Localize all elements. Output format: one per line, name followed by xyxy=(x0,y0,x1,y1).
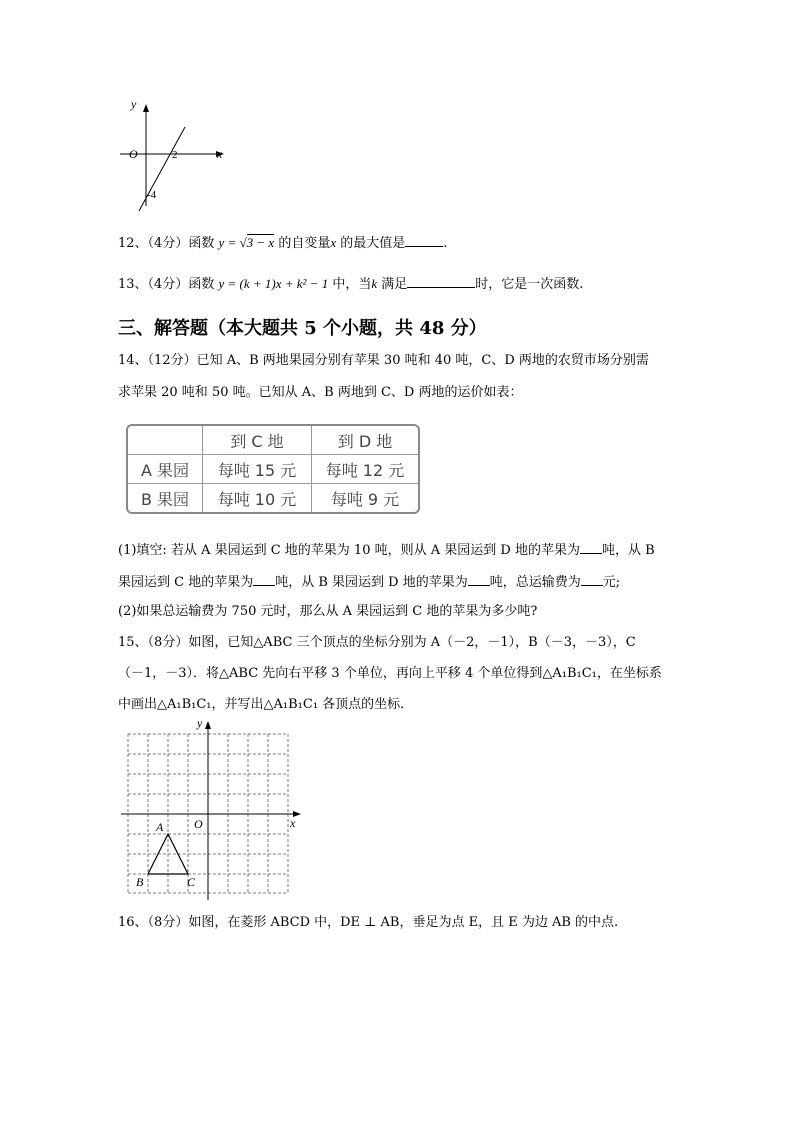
answer-blank xyxy=(253,572,275,586)
vertex-a-label: A xyxy=(156,820,164,834)
coordinate-grid-figure xyxy=(118,716,308,900)
freight-cost-table xyxy=(126,424,420,514)
table-cell: 每吨 9 元 xyxy=(330,489,400,509)
table-cell: 每吨 10 元 xyxy=(203,484,312,512)
answer-blank xyxy=(405,233,443,247)
x-axis-label: x xyxy=(217,147,223,161)
origin-label: O xyxy=(129,147,138,161)
table-cell: B 果园 xyxy=(128,484,203,512)
table-cell xyxy=(128,426,203,455)
question-15-line1: 15、（8分）如图，已知△ABC 三个顶点的坐标分别为 A（－2，－1），B（－3，－3），C xyxy=(118,635,636,650)
x-axis-label: x xyxy=(290,816,296,830)
y-intercept-label: -4 xyxy=(147,189,157,201)
table-cell: 到 C 地 xyxy=(203,426,312,455)
table-cell: 到 D 地 xyxy=(312,426,418,455)
y-axis-label: y xyxy=(197,716,203,730)
vertex-b-label: B xyxy=(136,875,144,889)
answer-blank xyxy=(468,572,490,586)
table-cell: 每吨 12 元 xyxy=(312,455,418,484)
vertex-c-label: C xyxy=(187,875,196,889)
y-axis-label: y xyxy=(131,97,137,111)
table-header-row xyxy=(128,426,418,455)
question-15-line3: 中画出△A₁B₁C₁，并写出△A₁B₁C₁ 各顶点的坐标． xyxy=(118,697,414,712)
table-cell: A 果园 xyxy=(128,455,203,484)
x-intercept-label: 2 xyxy=(172,149,178,161)
answer-blank xyxy=(407,274,475,288)
linear-function-graph xyxy=(112,94,237,214)
question-14-part2: (2)如果总运输费为 750 元时，那么从 A 果园运到 C 地的苹果为多少吨? xyxy=(118,604,538,619)
question-14-line2: 求苹果 20 吨和 50 吨。已知从 A、B 两地到 C、D 两地的运价如表： xyxy=(118,385,523,400)
answer-blank xyxy=(581,572,603,586)
question-12: 12、（4分）函数 y = √3 − x 的自变量x 的最大值是 . xyxy=(118,235,448,251)
question-14-part1-line1: (1)填空: 若从 A 果园运到 C 地的苹果为 10 吨，则从 A 果园运到 D 地的苹果为 吨，从 B xyxy=(118,540,655,560)
section-heading: 三、解答题（本大题共 5 个小题，共 48 分） xyxy=(118,318,487,339)
origin-label: O xyxy=(194,817,203,831)
question-14-line1: 14、（12分）已知 A、B 两地果园分别有苹果 30 吨和 40 吨，C、D 两地的农贸市场分别需 xyxy=(118,353,649,368)
question-16: 16、（8分）如图，在菱形 ABCD 中，DE ⊥ AB，垂足为点 E，且 E 为边 AB 的中点. xyxy=(118,915,619,930)
table-row xyxy=(128,455,418,484)
question-13: 13、（4分）函数 y = (k + 1)x + k² − 1 中，当k 满足 时，它是一次函数. xyxy=(118,276,584,292)
question-14-part1-line2: 果园运到 C 地的苹果为 吨，从 B 果园运到 D 地的苹果为 吨，总运输费为 元; xyxy=(118,572,620,592)
table-row xyxy=(128,484,418,512)
table-cell: 每吨 15 元 xyxy=(203,455,312,484)
answer-blank xyxy=(580,540,602,554)
question-15-line2: （－1，－3）．将△ABC 先向右平移 3 个单位，再向上平移 4 个单位得到△A₁B₁C₁，在坐标系 xyxy=(118,666,662,681)
